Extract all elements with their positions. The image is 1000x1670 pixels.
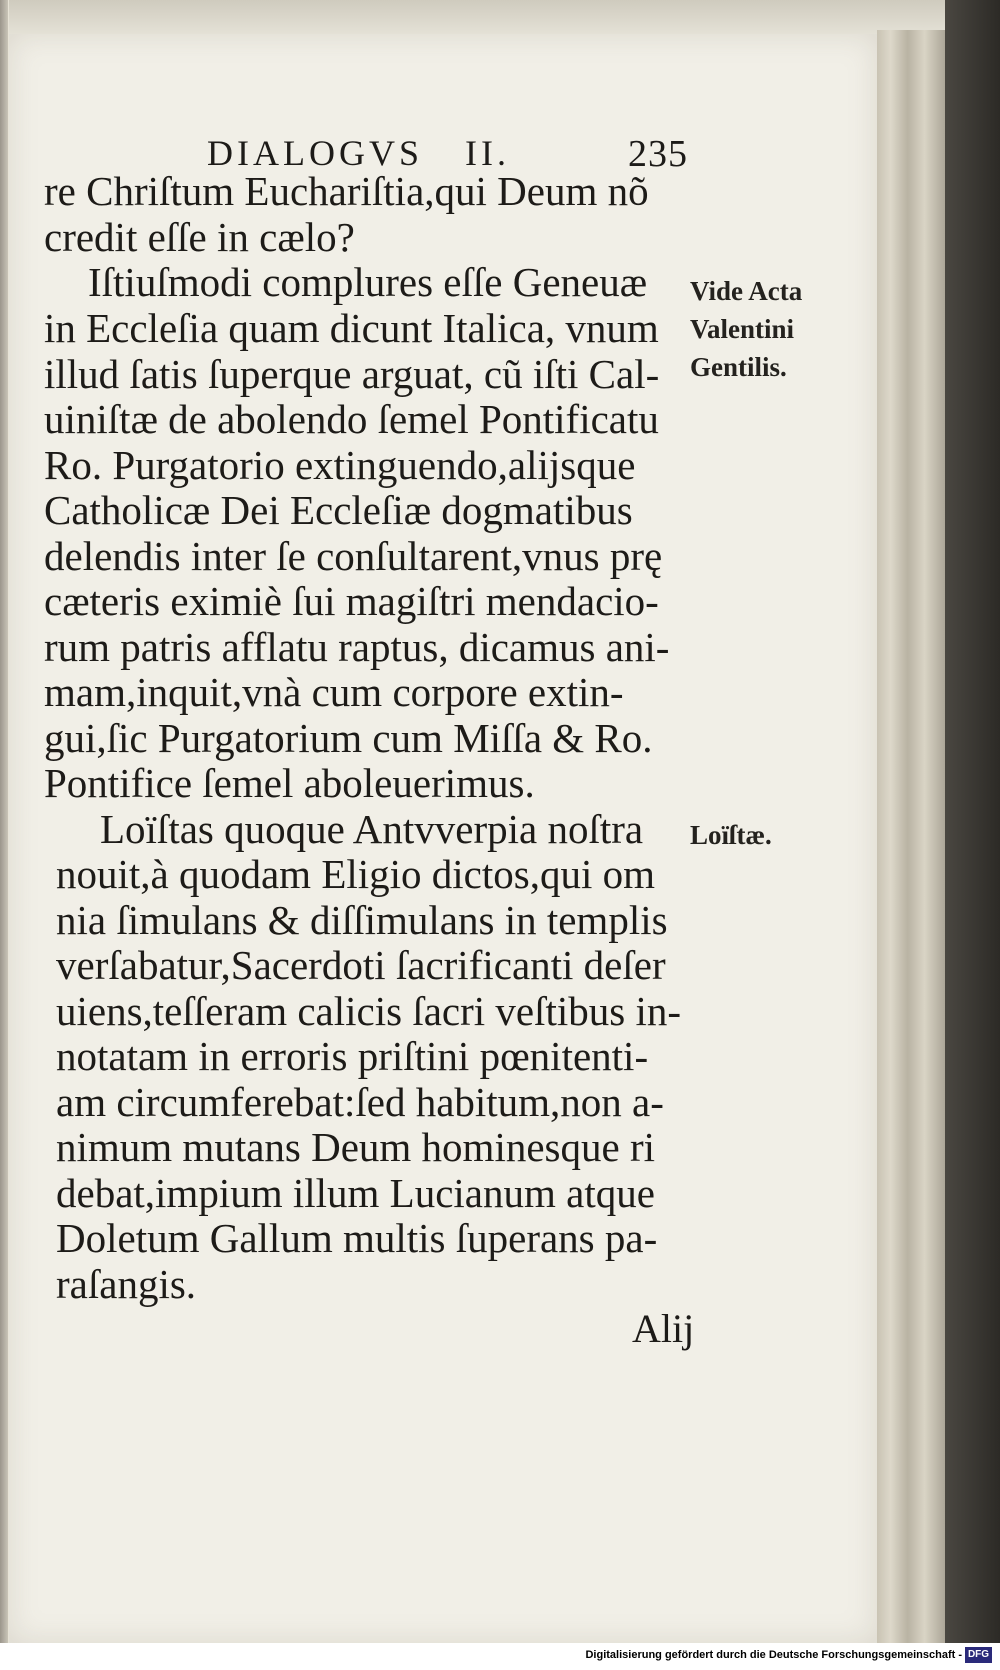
dfg-logo: DFG — [965, 1647, 992, 1663]
body-line: debat,impium illum Lucianum atque — [56, 1170, 655, 1216]
body-line: Doletum Gallum multis ſuperans pa- — [56, 1215, 658, 1261]
body-line: delendis inter ſe conſultarent,vnus prę — [44, 533, 663, 579]
body-line: verſabatur,Sacerdoti ſacrificanti deſer — [56, 942, 666, 988]
marginal-note: Loïſtæ. — [690, 820, 772, 850]
body-line: cæteris eximiè ſui magiſtri mendacio- — [44, 578, 659, 624]
catchword: Alij — [632, 1306, 695, 1351]
body-line: Ro. Purgatorio extinguendo,alijsque — [44, 442, 636, 488]
scan-background — [945, 0, 1000, 1643]
page-fore-edge — [877, 30, 945, 1643]
body-line: rum patris afflatu raptus, dicamus ani- — [44, 624, 670, 670]
body-line: gui,ſic Purgatorium cum Miſſa & Ro. — [44, 715, 653, 761]
body-line: re Chriſtum Euchariſtia,qui Deum nõ — [44, 168, 649, 214]
footer-bar — [0, 1643, 1000, 1670]
body-line: nouit,à quodam Eligio dictos,qui om — [56, 851, 656, 897]
body-line: uiens,teſſeram calicis ſacri veſtibus in- — [56, 988, 682, 1034]
body-line: in Eccleſia quam dicunt Italica, vnum — [44, 305, 659, 351]
part-number: II. — [465, 133, 510, 173]
funding-credit: Digitalisierung gefördert durch die Deutsche Forschungsgemeinschaft - — [585, 1649, 962, 1661]
body-line: notatam in erroris priſtini pœnitenti- — [56, 1033, 649, 1079]
marginal-note: Vide Acta — [690, 276, 803, 306]
book-spine — [0, 0, 8, 1643]
body-line: Catholicæ Dei Eccleſiæ dogmatibus — [44, 487, 633, 533]
body-line: Pontifice ſemel aboleuerimus. — [44, 760, 535, 806]
body-line: Loïſtas quoque Antvverpia noſtra — [100, 806, 644, 852]
body-line: nia ſimulans & diſſimulans in templis — [56, 897, 668, 943]
body-line: mam,inquit,vnà cum corpore extin- — [44, 669, 624, 715]
top-edge — [9, 0, 945, 34]
page-number: 235 — [628, 133, 688, 175]
body-line: nimum mutans Deum hominesque ri — [56, 1124, 655, 1170]
running-title: DIALOGVS — [207, 133, 423, 173]
body-line: credit eſſe in cælo? — [44, 214, 355, 260]
body-line: uiniſtæ de abolendo ſemel Pontificatu — [44, 396, 659, 442]
body-line: raſangis. — [56, 1261, 197, 1307]
body-line: Iſtiuſmodi complures eſſe Geneuæ — [88, 259, 648, 305]
marginal-note: Gentilis. — [690, 352, 787, 382]
body-line: am circumferebat:ſed habitum,non a- — [56, 1079, 664, 1125]
marginal-note: Valentini — [690, 314, 795, 344]
body-line: illud ſatis ſuperque arguat, cũ iſti Cal- — [44, 351, 660, 397]
